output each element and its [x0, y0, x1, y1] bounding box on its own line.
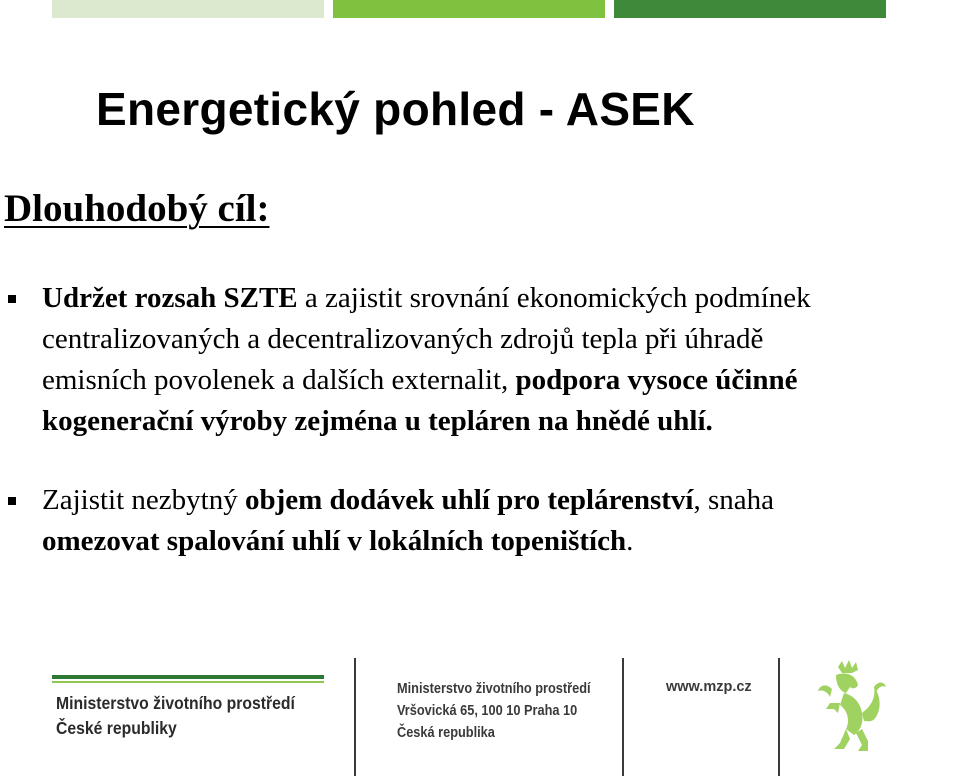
text-run: emisních povolenek a dalších externalit, — [42, 364, 516, 396]
header-stripe-light — [52, 0, 324, 18]
bullet-line — [42, 401, 960, 442]
address-line: Česká republika — [397, 725, 495, 741]
bullet-item — [0, 480, 960, 562]
footer-logo-line-light — [52, 681, 324, 683]
header-stripe-green — [333, 0, 605, 18]
bullet-line — [42, 480, 960, 521]
header-stripe-dark — [614, 0, 886, 18]
address-line: Vršovická 65, 100 10 Praha 10 — [397, 703, 578, 719]
website-link[interactable]: www.mzp.cz — [666, 679, 752, 695]
slide-title: Energetický pohled - ASEK — [96, 83, 695, 135]
text-run: podpora vysoce účinné — [515, 364, 798, 396]
address-line: Ministerstvo životního prostředí — [397, 681, 591, 697]
text-run: objem dodávek uhlí pro teplárenství — [244, 484, 694, 516]
footer-divider — [778, 658, 780, 776]
footer — [0, 655, 960, 780]
bullet-line — [42, 360, 960, 401]
address-block — [397, 678, 591, 744]
ministry-name-line: Ministerstvo životního prostředí — [56, 693, 295, 713]
footer-divider — [622, 658, 624, 776]
bullet-marker-icon — [8, 497, 16, 505]
text-run: Udržet rozsah SZTE — [42, 282, 298, 314]
bullet-item — [0, 278, 960, 442]
text-run: . — [626, 525, 634, 557]
text-run: centralizovaných a decentralizovaných zdrojů tepla při úhradě — [42, 323, 764, 355]
bullet-line — [42, 319, 960, 360]
czech-lion-icon — [812, 659, 888, 755]
slide-subtitle: Dlouhodobý cíl: — [4, 187, 270, 230]
footer-divider — [354, 658, 356, 776]
text-run: a zajistit srovnání ekonomických podmínek — [297, 282, 811, 314]
bullet-marker-icon — [8, 295, 16, 303]
bullet-list — [0, 278, 960, 562]
ministry-country-line: České republiky — [56, 718, 177, 738]
ministry-logo-text — [56, 691, 295, 741]
bullet-line — [42, 521, 960, 562]
text-run: Zajistit nezbytný — [42, 484, 245, 516]
text-run: omezovat spalování uhlí v lokálních topeništích — [42, 525, 627, 557]
bullet-line — [42, 278, 960, 319]
text-run: kogenerační výroby zejména u tepláren na hnědé uhlí. — [42, 405, 713, 437]
text-run: , snaha — [693, 484, 774, 516]
footer-logo-line-dark — [52, 675, 324, 679]
